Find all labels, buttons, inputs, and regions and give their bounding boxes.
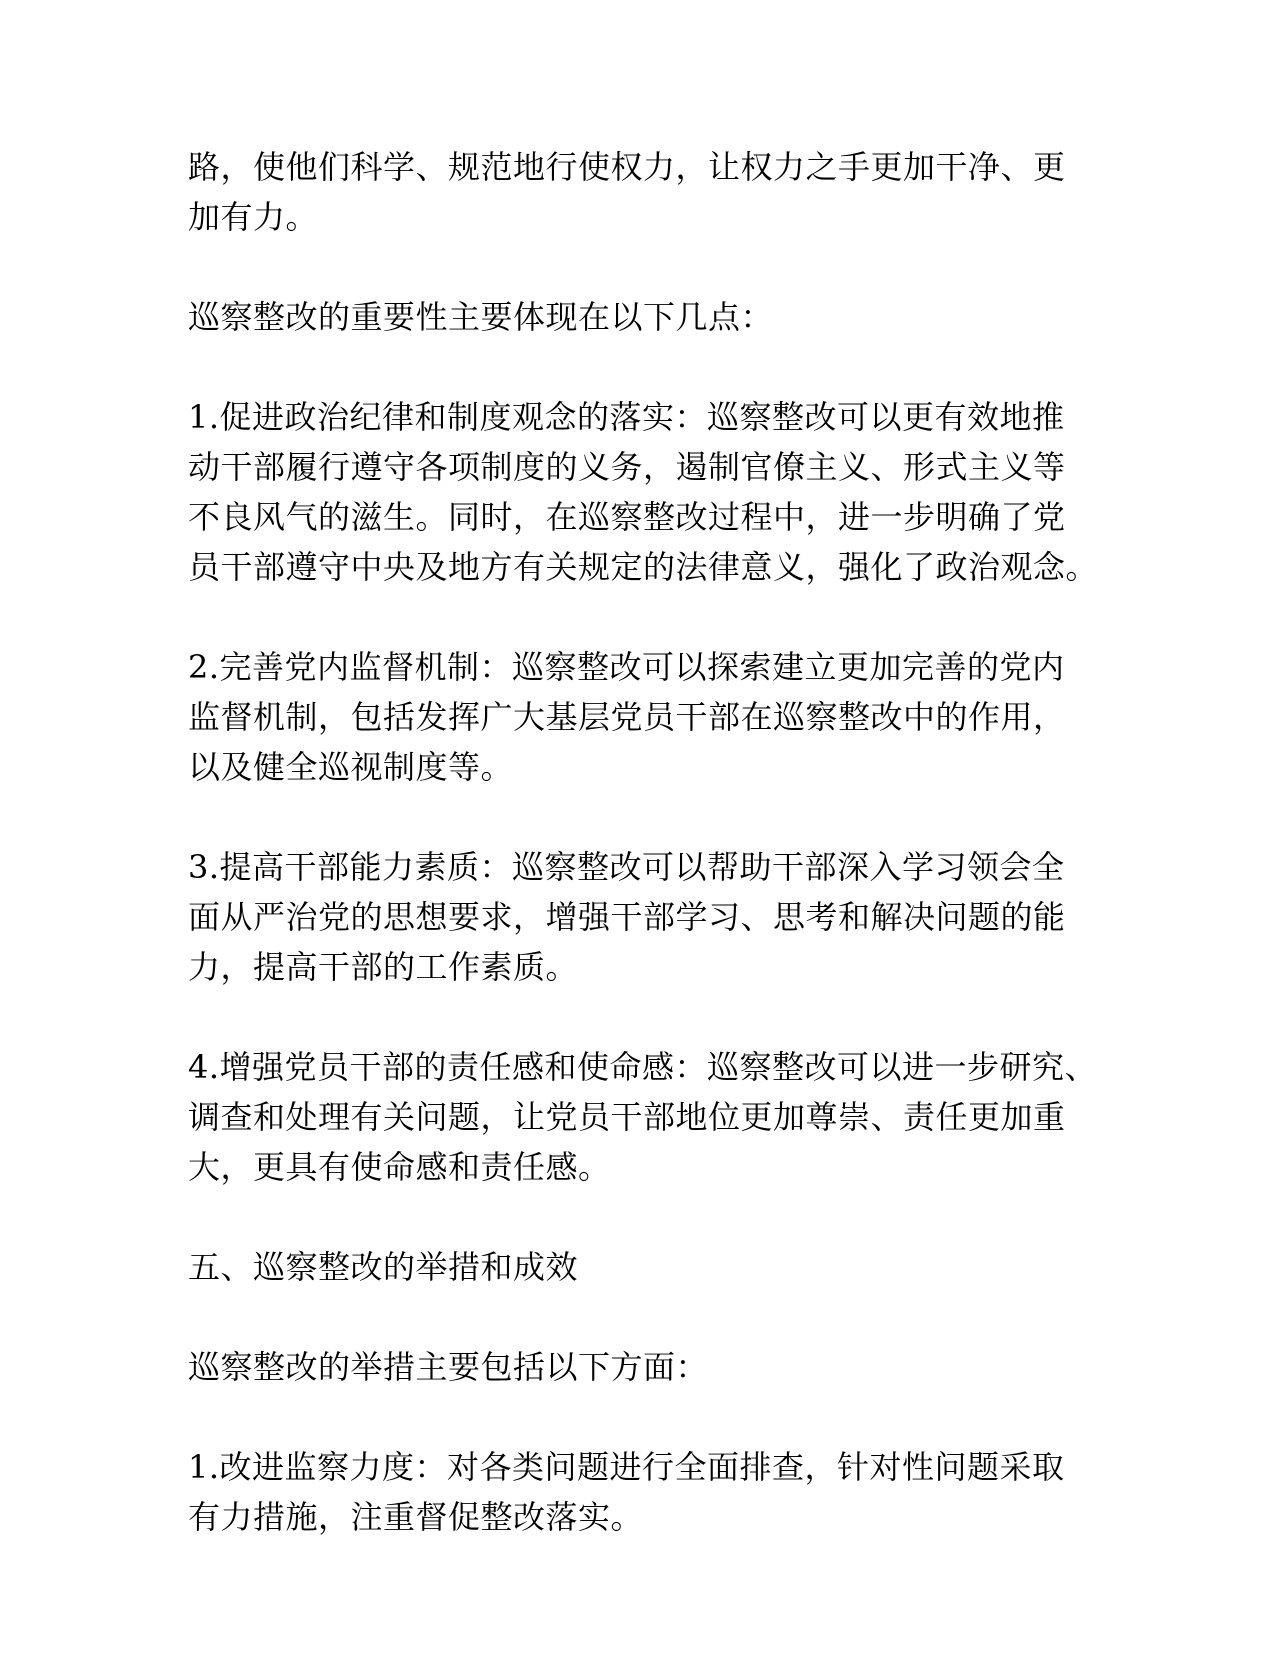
list-item-1-political-discipline: 1.促进政治纪律和制度观念的落实：巡察整改可以更有效地推 动干部履行遵守各项制度的义务，遏制官僚主义、形式主义等 不良风气的滋生。同时，在巡察整改过程中，进一步明确了党 员干部遵守中央及地方有关规定的法律意义，强化了政治观念。	[188, 398, 1099, 586]
document-body	[188, 142, 1108, 1542]
paragraph-importance-intro: 巡察整改的重要性主要体现在以下几点：	[188, 298, 774, 336]
list-item-3-cadre-ability: 3.提高干部能力素质：巡察整改可以帮助干部深入学习领会全 面从严治党的思想要求，增强干部学习、思考和解决问题的能 力，提高干部的工作素质。	[188, 848, 1066, 986]
list-item-2-supervision-mechanism: 2.完善党内监督机制：巡察整改可以探索建立更加完善的党内 监督机制，包括发挥广大基层党员干部在巡察整改中的作用， 以及健全巡视制度等。	[188, 648, 1066, 786]
section-heading-5: 五、巡察整改的举措和成效	[188, 1248, 579, 1286]
paragraph-measures-intro: 巡察整改的举措主要包括以下方面：	[188, 1348, 709, 1386]
paragraph-continuation: 路，使他们科学、规范地行使权力，让权力之手更加干净、更 加有力。	[188, 148, 1066, 236]
list-item-4-responsibility: 4.增强党员干部的责任感和使命感：巡察整改可以进一步研究、 调查和处理有关问题，让党员干部地位更加尊崇、责任更加重 大，更具有使命感和责任感。	[188, 1048, 1098, 1186]
measure-item-1: 1.改进监察力度：对各类问题进行全面排查，针对性问题采取 有力措施，注重督促整改落实。	[188, 1448, 1065, 1536]
